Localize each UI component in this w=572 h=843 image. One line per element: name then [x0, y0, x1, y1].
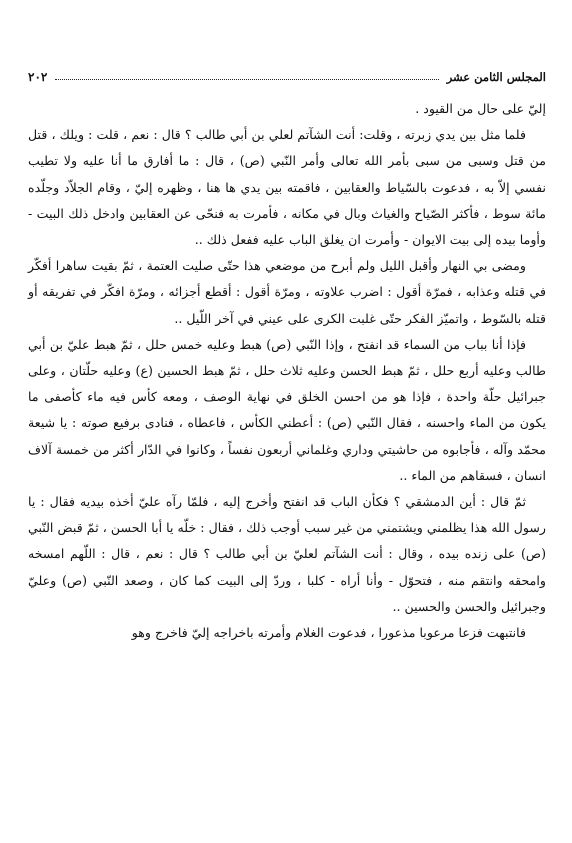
paragraph-2: فلما مثل بين يدي زبرته ، وقلت: أنت الشآتم لعلي بن أبي طالب ؟ قال : نعم ، قلت : ويلك ، قتل من قتل وسبى من سبى بأمر الله تعالى وأمر النّبي (ص) ، قال : ما أفارق ما أنا عليه ولا تطيب نفسي إلاّ به ، فدعوت بالسّياط والعقابين ، فاقمته بين يدي ها هنا ، وظهره إليّ ، وقام الجلاّد وجلّده مائة سوط ، فأكثر الصّياح والغياث وبال في مكانه ، فأمرت به فنحّى عن العقابين وادخل ذلك البيت - وأوما بيده إلى بيت الايوان - وأمرت ان يغلق الباب عليه ففعل ذلك .. [28, 127, 546, 248]
paragraph-3: ومضى بي النهار وأقبل الليل ولم أبرح من موضعي هذا حتّى صليت العتمة ، ثمّ بقيت ساهرا أفكّر في قتله وعذابه ، فمرّة أقول : اضرب علاوته ، ومرّة أقول : أقطع أجزائه ، ومرّة افكّر في تفريقه أو قتله بالسّوط ، واتميّز الفكر حتّى غلبت الكرى على عيني في آخر اللّيل .. [28, 258, 546, 326]
chapter-title: المجلس الثامن عشر [446, 70, 546, 84]
book-page [28, 58, 546, 646]
paragraph-1: إليّ على حال من القيود . [415, 101, 546, 116]
page-number: ٢٠٢ [28, 70, 48, 84]
paragraph-6: فانتبهت فزعا مرعوبا مذعورا ، فدعوت الغلام وأمرته باخراجه إليّ فاخرج وهو [131, 625, 526, 641]
header-dotted-leader [55, 78, 438, 80]
paragraph-5: ثمّ قال : أين الدمشقي ؟ فكأن الباب قد انفتح وأخرج إليه ، فلمّا رآه عليّ أخذه بيديه فقال : يا رسول الله هذا يظلمني ويشتمني من غير سبب أوجب ذلك ، فقال : خلّه يا أبا الحسن ، ثمّ قبض النّبي (ص) على زنده بيده ، وقال : أنت الشآتم لعليّ بن أبي طالب ؟ قال : نعم ، قال : اللّهم امسخه وامحقه وانتقم منه ، فتحوّل - وأنا أراه - كلبا ، وردّ إلى البيت كما كان ، وصعد النّبي (ص) وعليّ وجبرائيل والحسن والحسين .. [28, 494, 546, 614]
page-body [28, 96, 546, 646]
page-header [28, 58, 546, 84]
paragraph-4: فإذا أنا بباب من السماء قد انفتح ، وإذا النّبي (ص) هبط وعليه خمس حلل ، ثمّ هبط عليّ بن أبي طالب وعليه أربع حلل ، ثمّ هبط الحسن وعليه ثلاث حلل ، ثمّ هبط الحسين (ع) وعليه حلّتان ، وعلى جبرائيل حلّة واحدة ، فإذا هو من احسن الخلق في نهاية الوصف ، ومعه كأس فيه ماء كأصفى ما يكون من الماء واحسنه ، فقال النّبي (ص) : أعطني الكأس ، فاعطاه ، فنادى برفيع صوته : يا شيعة محمّد وآله ، فأجابوه من حاشيتي وداري وغلماني أربعون نفساً ، وكانوا في الدّار أكثر من خمسة آلاف انسان ، فسقاهم من الماء .. [28, 336, 546, 483]
